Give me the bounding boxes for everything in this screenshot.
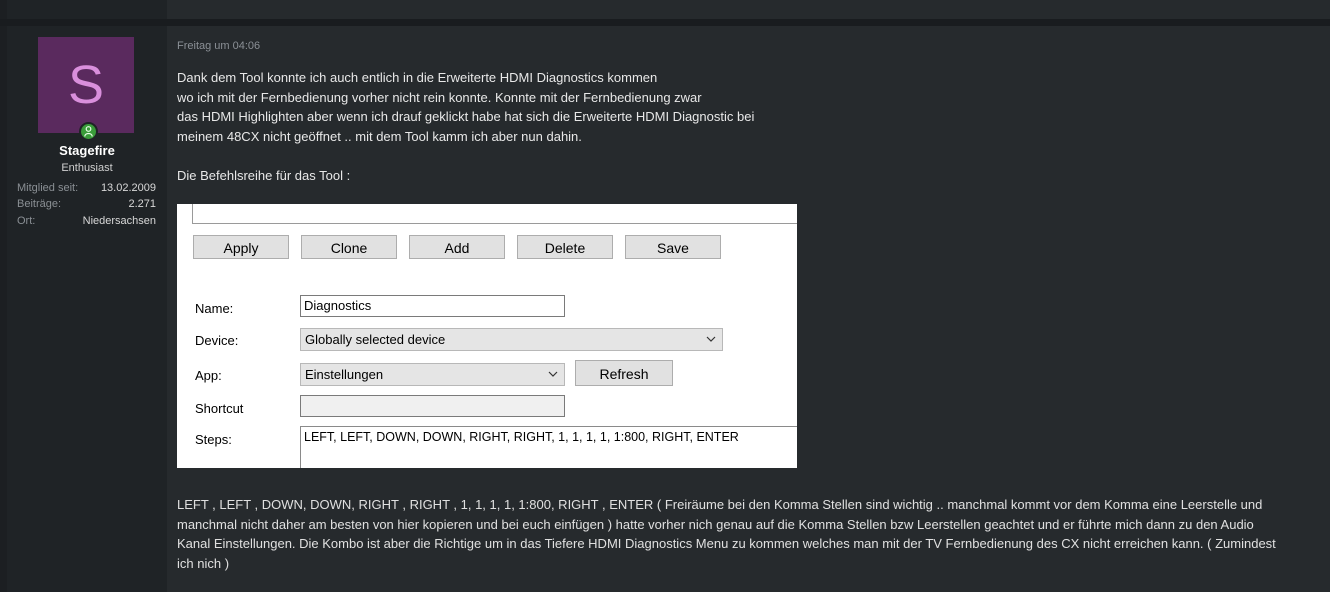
app-select (300, 363, 565, 386)
steps-label: Steps: (195, 432, 232, 447)
save-button: Save (625, 235, 721, 259)
app-label: App: (195, 368, 222, 383)
app-select-value: Einstellungen (305, 367, 384, 382)
user-title: Enthusiast (61, 162, 113, 174)
post-timestamp[interactable]: Freitag um 04:06 (177, 40, 261, 52)
meta-joined (17, 182, 156, 197)
username[interactable]: Stagefire (59, 143, 115, 158)
post-body (167, 26, 1330, 592)
list-box (192, 204, 797, 224)
meta-location (17, 215, 156, 230)
post-line: das HDMI Highlighten aber wenn ich drauf geklickt habe hat sich die Erweiterte HDMI Diagnostic bei (177, 109, 755, 124)
shortcut-label: Shortcut (195, 401, 244, 416)
previous-post-user-column (7, 0, 167, 19)
post-line: Dank dem Tool konnte ich auch entlich in die Erweiterte HDMI Diagnostics kommen (177, 70, 658, 85)
meta-key: Ort: (17, 215, 36, 227)
user-icon (84, 126, 93, 137)
meta-posts (17, 198, 156, 213)
previous-post-body (167, 0, 1330, 19)
post-user-panel (7, 26, 167, 592)
device-select-value: Globally selected device (305, 332, 446, 347)
embedded-tool-screenshot[interactable] (177, 204, 797, 468)
avatar-letter: S (67, 55, 105, 115)
meta-key: Beiträge: (17, 198, 62, 210)
post-line: Die Befehlsreihe für das Tool : (177, 168, 351, 183)
clone-button: Clone (301, 235, 397, 259)
steps-textarea: LEFT, LEFT, DOWN, DOWN, RIGHT, RIGHT, 1, 1, 1, 1, 1:800, RIGHT, ENTER (300, 426, 797, 468)
post-separator (0, 19, 1330, 26)
avatar[interactable] (38, 37, 134, 133)
meta-key: Mitglied seit: (17, 182, 79, 194)
online-status-icon (79, 122, 98, 141)
post-paragraph: LEFT , LEFT , DOWN, DOWN, RIGHT , RIGHT , 1, 1, 1, 1, 1:800, RIGHT , ENTER ( Freiräume bei den Komma Stellen sind wichtig .. manchmal kommt vor dem Komma eine Leerstelle und manchmal nicht daher am besten von hier kopieren und bei euch einfügen ) hatte vorher nich genau auf die Komma Stellen bzw Leerstellen geachtet und er führte mich dann zu den Audio Kanal Einstellungen. Die Kombo ist aber die Richtige um in das Tiefere HDMI Diagnostics Menu zu kommen welches man mit der TV Fernbedienung des CX nicht erreichen kann. ( Zumindest ich nich ) (177, 497, 1276, 571)
post-line: meinem 48CX nicht geöffnet .. mit dem Tool kamm ich aber nun dahin. (177, 129, 582, 144)
meta-value: 13.02.2009 (100, 182, 156, 194)
name-label: Name: (195, 301, 234, 316)
name-field: Diagnostics (300, 295, 565, 317)
meta-value[interactable]: 2.271 (128, 198, 156, 210)
chevron-down-icon (548, 370, 558, 378)
post-line: wo ich mit der Fernbedienung vorher nicht rein konnte. Konnte mit der Fernbedienung zwar (177, 90, 702, 105)
device-label: Device: (195, 333, 239, 348)
apply-button: Apply (193, 235, 289, 259)
refresh-button: Refresh (575, 360, 673, 386)
device-select (300, 328, 723, 351)
chevron-down-icon (706, 335, 716, 343)
delete-button: Delete (517, 235, 613, 259)
add-button: Add (409, 235, 505, 259)
meta-value: Niedersachsen (82, 215, 156, 227)
shortcut-field (300, 395, 565, 417)
